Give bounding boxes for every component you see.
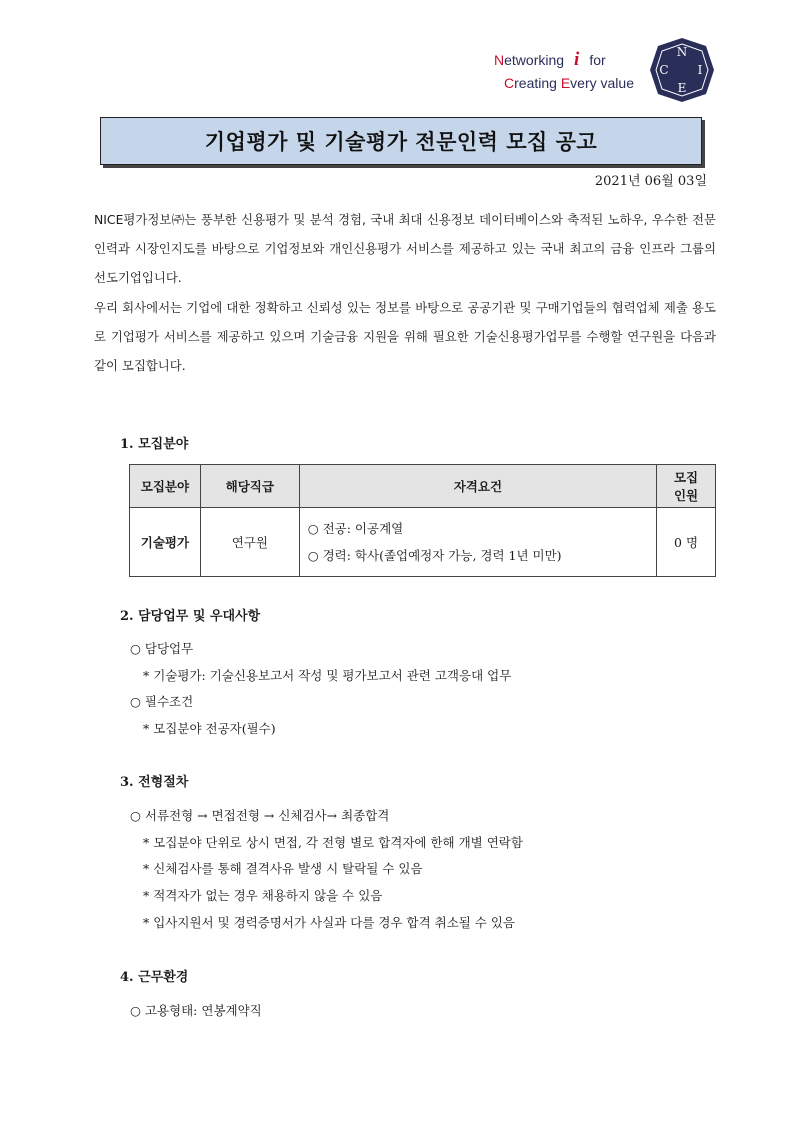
page-title: 기업평가 및 기술평가 전문인력 모집 공고 [204, 130, 598, 154]
slogan-line-2 [494, 72, 634, 95]
cell-headcount: 0 명 [657, 508, 716, 577]
cell-grade: 연구원 [200, 508, 299, 577]
slogan-n: N [494, 52, 505, 68]
announcement-date: 2021년 06월 03일 [594, 174, 707, 189]
col-header-grade: 해당직급 [200, 465, 299, 508]
col-header-requirements: 자격요건 [299, 465, 656, 508]
intro-paragraph-2: 우리 회사에서는 기업에 대한 정확하고 신뢰성 있는 정보를 바탕으로 공공기관 및 구매기업들의 협력업체 제출 용도로 기업평가 서비스를 제공하고 있으며 기술금융 지원을 위해 필요한 기술신용평가업무를 수행할 연구원을 다음과 같이 모집합니다. [94, 300, 716, 373]
requirement-experience: ○ 경력: 학사(졸업예정자 가능, 경력 1년 미만) [307, 548, 562, 563]
col-header-field: 모집분야 [130, 465, 201, 508]
title-banner [100, 117, 702, 165]
col-header-headcount-line2: 인원 [673, 488, 699, 503]
logo-letter-n: N [676, 45, 688, 59]
slogan-for: for [589, 52, 606, 68]
slogan-line-1 [494, 48, 634, 72]
slogan-c: C [504, 75, 515, 91]
recruitment-table [129, 464, 716, 577]
slogan-networking: etworking [504, 52, 565, 68]
section-heading-work-environment: 4. 근무환경 [120, 970, 189, 985]
section-heading-process: 3. 전형절차 [120, 775, 189, 790]
slogan-e: E [560, 75, 571, 91]
logo-letter-c: C [659, 63, 669, 77]
header-slogan [494, 48, 634, 95]
table-header-row [130, 465, 716, 508]
cell-requirements [299, 508, 656, 577]
list-item-requirements-detail: * 모집분야 전공자(필수) [143, 721, 276, 736]
section-heading-recruitment-field: 1. 모집분야 [120, 437, 189, 452]
list-item-duties-detail: * 기술평가: 기술신용보고서 작성 및 평가보고서 관련 고객응대 업무 [143, 668, 512, 683]
list-item-employment-type: ○ 고용형태: 연봉계약직 [130, 1003, 262, 1018]
cell-field: 기술평가 [130, 508, 201, 577]
col-header-headcount-line1: 모집 [673, 470, 699, 485]
nice-logo [648, 36, 716, 104]
logo-letter-e: E [677, 81, 687, 95]
list-item-process-note-1: * 모집분야 단위로 상시 면접, 각 전형 별로 합격자에 한해 개별 연락함 [143, 835, 523, 850]
table-row [130, 508, 716, 577]
list-item-process: ○ 서류전형 → 면접전형 → 신체검사→ 최종합격 [130, 808, 390, 823]
intro-paragraph-1: NICE평가정보㈜는 풍부한 신용평가 및 분석 경험, 국내 최대 신용정보 데이터베이스와 축적된 노하우, 우수한 전문인력과 시장인지도를 바탕으로 기업정보와 개인신용평가 서비스를 제공하고 있는 국내 최고의 금융 인프라 그룹의 선도기업입니다. [94, 212, 716, 285]
col-header-headcount [657, 465, 716, 508]
list-item-duties: ○ 담당업무 [130, 641, 194, 656]
section-heading-duties: 2. 담당업무 및 우대사항 [120, 609, 261, 624]
list-item-process-note-2: * 신체검사를 통해 결격사유 발생 시 탈락될 수 있음 [143, 861, 423, 876]
list-item-process-note-4: * 입사지원서 및 경력증명서가 사실과 다를 경우 합격 취소될 수 있음 [143, 915, 516, 930]
slogan-reating: reating [514, 75, 561, 91]
requirement-major: ○ 전공: 이공계열 [307, 521, 404, 536]
slogan-i-mark: i [574, 49, 580, 70]
list-item-requirements: ○ 필수조건 [130, 694, 194, 709]
slogan-very-value: very value [570, 75, 634, 91]
logo-letter-i: I [697, 63, 703, 77]
list-item-process-note-3: * 적격자가 없는 경우 채용하지 않을 수 있음 [143, 888, 383, 903]
